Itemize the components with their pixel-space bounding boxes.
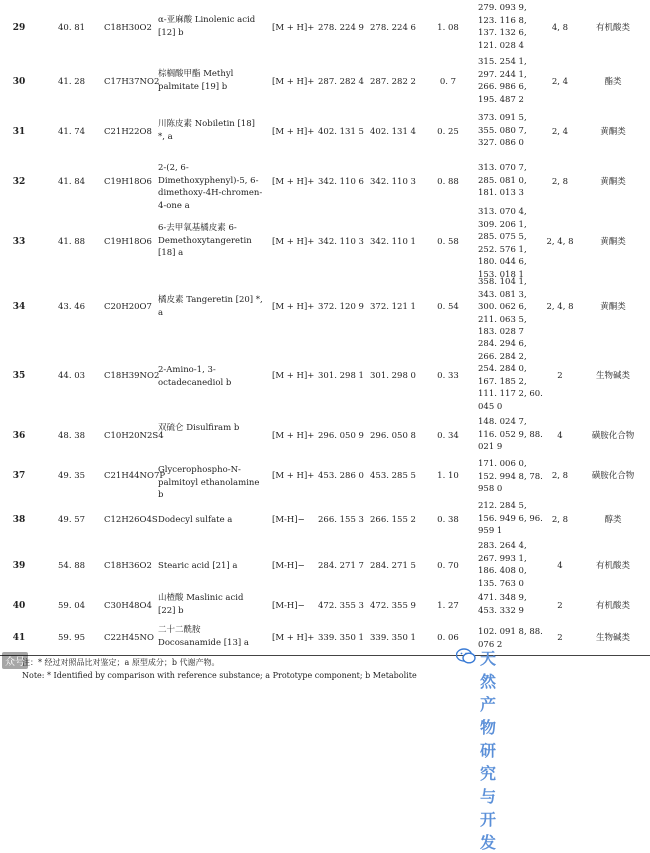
row-number: 33 bbox=[12, 237, 26, 247]
theoretical-mass: 301. 298 1 bbox=[318, 371, 364, 381]
formula: C19H18O6 bbox=[104, 177, 152, 187]
theoretical-mass: 342. 110 3 bbox=[318, 237, 364, 247]
row-number: 29 bbox=[12, 23, 26, 33]
theoretical-mass: 402. 131 5 bbox=[318, 127, 364, 137]
theoretical-mass: 287. 282 4 bbox=[318, 77, 364, 87]
retention-time: 40. 81 bbox=[58, 23, 86, 33]
theoretical-mass: 339. 350 1 bbox=[318, 633, 364, 643]
measured-mass: 287. 282 2 bbox=[370, 77, 416, 87]
retention-time: 59. 04 bbox=[58, 601, 86, 611]
retention-time: 41. 28 bbox=[58, 77, 86, 87]
ion-mode: [M + H]+ bbox=[272, 23, 315, 33]
source: 4 bbox=[557, 561, 563, 571]
source: 4, 8 bbox=[551, 23, 569, 33]
compound-class: 黄酮类 bbox=[600, 302, 626, 312]
source: 2, 4 bbox=[551, 127, 569, 137]
measured-mass: 342. 110 3 bbox=[370, 177, 416, 187]
compound-class: 黄酮类 bbox=[600, 237, 626, 247]
ion-mode: [M + H]+ bbox=[272, 302, 315, 312]
fragment-ions: 358. 104 1, 343. 081 3, 300. 062 6, 211. 063 5, 183. 028 7 bbox=[478, 277, 527, 337]
retention-time: 41. 88 bbox=[58, 237, 86, 247]
source: 2 bbox=[557, 633, 563, 643]
formula: C19H18O6 bbox=[104, 237, 152, 247]
retention-time: 49. 35 bbox=[58, 471, 86, 481]
fragment-ions: 315. 254 1, 297. 244 1, 266. 986 6, 195. 487 2 bbox=[478, 57, 527, 105]
theoretical-mass: 372. 120 9 bbox=[318, 302, 364, 312]
measured-mass: 301. 298 0 bbox=[370, 371, 416, 381]
formula: C22H45NO bbox=[104, 633, 154, 643]
row-number: 34 bbox=[12, 302, 26, 312]
formula: C21H22O8 bbox=[104, 127, 152, 137]
fragment-ions: 313. 070 4, 309. 206 1, 285. 075 5, 252. 576 1, 180. 044 6, 153. 018 1 bbox=[478, 207, 527, 280]
compound-class: 有机酸类 bbox=[595, 23, 630, 33]
row-number: 41 bbox=[12, 633, 26, 643]
mass-error: 0. 25 bbox=[437, 127, 459, 137]
formula: C18H39NO2 bbox=[104, 371, 160, 381]
theoretical-mass: 453. 286 0 bbox=[318, 471, 364, 481]
table-row bbox=[0, 338, 650, 414]
theoretical-mass: 472. 355 3 bbox=[318, 601, 364, 611]
source: 2, 4 bbox=[551, 77, 569, 87]
compound-class: 生物碱类 bbox=[595, 371, 630, 381]
mass-error: 0. 34 bbox=[437, 431, 459, 441]
measured-mass: 278. 224 6 bbox=[370, 23, 416, 33]
compound-class: 有机酸类 bbox=[595, 561, 630, 571]
ion-mode: [M + H]+ bbox=[272, 371, 315, 381]
table-row bbox=[0, 206, 650, 278]
compound-name: 2-Amino-1, 3-octadecanediol b bbox=[158, 365, 232, 388]
fragment-ions: 171. 006 0, 152. 994 8, 78. 958 0 bbox=[478, 459, 543, 494]
mass-error: 0. 38 bbox=[437, 515, 459, 525]
ion-mode: [M-H]− bbox=[272, 601, 305, 611]
row-number: 30 bbox=[12, 77, 26, 87]
table-row bbox=[0, 276, 650, 338]
fragment-ions: 313. 070 7, 285. 081 0, 181. 013 3 bbox=[478, 163, 527, 198]
footnote-cn: 注：* 经过对照品比对鉴定；a 原型成分；b 代谢产物。 bbox=[22, 658, 220, 667]
mass-error: 1. 27 bbox=[437, 601, 459, 611]
table-row bbox=[0, 110, 650, 154]
ion-mode: [M-H]− bbox=[272, 515, 305, 525]
formula: C10H20N2S4 bbox=[104, 431, 164, 441]
compound-class: 生物碱类 bbox=[595, 633, 630, 643]
mass-error: 0. 70 bbox=[437, 561, 459, 571]
formula: C18H30O2 bbox=[104, 23, 152, 33]
watermark-text: 天然产物研究与开发 bbox=[480, 649, 498, 852]
formula: C20H20O7 bbox=[104, 302, 152, 312]
formula: C21H44NO7P bbox=[104, 471, 166, 481]
row-number: 32 bbox=[12, 177, 26, 187]
theoretical-mass: 284. 271 7 bbox=[318, 561, 364, 571]
ion-mode: [M + H]+ bbox=[272, 127, 315, 137]
theoretical-mass: 342. 110 6 bbox=[318, 177, 364, 187]
corner-watermark: 众号 bbox=[2, 652, 28, 669]
row-number: 38 bbox=[12, 515, 26, 525]
compound-name: α-亚麻酸 Linolenic acid [12] b bbox=[158, 15, 256, 38]
measured-mass: 296. 050 8 bbox=[370, 431, 416, 441]
formula: C12H26O4S bbox=[104, 515, 158, 525]
table-bottom-rule bbox=[0, 655, 650, 656]
fragment-ions: 102. 091 8, 88. 076 2 bbox=[478, 627, 543, 650]
row-number: 37 bbox=[12, 471, 26, 481]
table-row bbox=[0, 590, 650, 622]
measured-mass: 472. 355 9 bbox=[370, 601, 416, 611]
formula: C17H37NO2 bbox=[104, 77, 160, 87]
retention-time: 59. 95 bbox=[58, 633, 86, 643]
compound-name: 6-去甲氧基橘皮素 6-Demethoxytangeretin [18] a bbox=[158, 223, 252, 258]
source: 2, 8 bbox=[551, 471, 569, 481]
table-row bbox=[0, 458, 650, 498]
mass-error: 0. 06 bbox=[437, 633, 459, 643]
row-number: 40 bbox=[12, 601, 26, 611]
row-number: 35 bbox=[12, 371, 26, 381]
ion-mode: [M + H]+ bbox=[272, 177, 315, 187]
compound-name: 川陈皮素 Nobiletin [18] *, a bbox=[158, 119, 255, 142]
compound-class: 醇类 bbox=[604, 515, 622, 525]
row-number: 31 bbox=[12, 127, 26, 137]
retention-time: 41. 74 bbox=[58, 127, 86, 137]
measured-mass: 402. 131 4 bbox=[370, 127, 416, 137]
formula: C30H48O4 bbox=[104, 601, 152, 611]
source: 2, 4, 8 bbox=[546, 302, 574, 312]
theoretical-mass: 296. 050 9 bbox=[318, 431, 364, 441]
table-row bbox=[0, 540, 650, 590]
mass-error: 0. 7 bbox=[439, 77, 457, 87]
retention-time: 43. 46 bbox=[58, 302, 86, 312]
fragment-ions: 212. 284 5, 156. 949 6, 96. 959 1 bbox=[478, 501, 543, 536]
measured-mass: 372. 121 1 bbox=[370, 302, 416, 312]
measured-mass: 266. 155 2 bbox=[370, 515, 416, 525]
measured-mass: 453. 285 5 bbox=[370, 471, 416, 481]
compound-class: 磺胺化合物 bbox=[591, 471, 635, 481]
mass-error: 1. 08 bbox=[437, 23, 459, 33]
compound-name: 棕榈酸甲酯 Methyl palmitate [19] b bbox=[158, 69, 234, 92]
compound-class: 有机酸类 bbox=[595, 601, 630, 611]
source: 2 bbox=[557, 601, 563, 611]
compound-name: 橘皮素 Tangeretin [20] *, a bbox=[158, 295, 263, 318]
ion-mode: [M + H]+ bbox=[272, 431, 315, 441]
ion-mode: [M + H]+ bbox=[272, 237, 315, 247]
compound-class: 黄酮类 bbox=[600, 127, 626, 137]
compound-name: Stearic acid [21] a bbox=[158, 561, 238, 571]
ion-mode: [M-H]− bbox=[272, 561, 305, 571]
fragment-ions: 279. 093 9, 123. 116 8, 137. 132 6, 121. 028 4 bbox=[478, 3, 527, 51]
retention-time: 44. 03 bbox=[58, 371, 86, 381]
table-row bbox=[0, 158, 650, 211]
fragment-ions: 471. 348 9, 453. 332 9 bbox=[478, 593, 527, 616]
compound-name: Dodecyl sulfate a bbox=[158, 515, 233, 525]
compound-name: Glycerophospho-N-palmitoyl ethanolamine b bbox=[158, 465, 260, 500]
compound-name: 二十二酰胺 Docosanamide [13] a bbox=[158, 625, 249, 648]
ion-mode: [M + H]+ bbox=[272, 77, 315, 87]
compound-class: 磺胺化合物 bbox=[591, 431, 635, 441]
source: 2, 4, 8 bbox=[546, 237, 574, 247]
source: 4 bbox=[557, 431, 563, 441]
ion-mode: [M + H]+ bbox=[272, 471, 315, 481]
mass-error: 0. 58 bbox=[437, 237, 459, 247]
fragment-ions: 284. 294 6, 266. 284 2, 254. 284 0, 167. 185 2, 111. 117 2, 60. 045 0 bbox=[478, 339, 543, 412]
compound-name: 2-(2, 6-Dimethoxyphenyl)-5, 6-dimethoxy-4H-chromen-4-one a bbox=[158, 163, 263, 211]
formula: C18H36O2 bbox=[104, 561, 152, 571]
footnote-en: Note: * Identified by comparison with reference substance; a Prototype component; b Metabolite bbox=[22, 671, 417, 680]
source: 2, 8 bbox=[551, 515, 569, 525]
mass-error: 0. 33 bbox=[437, 371, 459, 381]
fragment-ions: 373. 091 5, 355. 080 7, 327. 086 0 bbox=[478, 113, 527, 148]
compound-name: 双硫仑 Disulfiram b bbox=[158, 423, 240, 433]
row-number: 36 bbox=[12, 431, 26, 441]
measured-mass: 339. 350 1 bbox=[370, 633, 416, 643]
wechat-logo-icon bbox=[456, 648, 476, 664]
fragment-ions: 148. 024 7, 116. 052 9, 88. 021 9 bbox=[478, 417, 543, 452]
theoretical-mass: 278. 224 9 bbox=[318, 23, 364, 33]
ion-mode: [M + H]+ bbox=[272, 633, 315, 643]
retention-time: 54. 88 bbox=[58, 561, 86, 571]
source: 2 bbox=[557, 371, 563, 381]
mass-error: 0. 88 bbox=[437, 177, 459, 187]
measured-mass: 342. 110 1 bbox=[370, 237, 416, 247]
fragment-ions: 283. 264 4, 267. 993 1, 186. 408 0, 135. 763 0 bbox=[478, 541, 527, 589]
table-row bbox=[0, 56, 650, 108]
retention-time: 41. 84 bbox=[58, 177, 86, 187]
retention-time: 48. 38 bbox=[58, 431, 86, 441]
table-row bbox=[0, 622, 650, 654]
theoretical-mass: 266. 155 3 bbox=[318, 515, 364, 525]
mass-error: 1. 10 bbox=[437, 471, 459, 481]
mass-error: 0. 54 bbox=[437, 302, 459, 312]
table-row bbox=[0, 416, 650, 456]
row-number: 39 bbox=[12, 561, 26, 571]
compound-name: 山楂酸 Maslinic acid [22] b bbox=[158, 593, 244, 616]
compound-class: 黄酮类 bbox=[600, 177, 626, 187]
measured-mass: 284. 271 5 bbox=[370, 561, 416, 571]
source: 2, 8 bbox=[551, 177, 569, 187]
compound-class: 酯类 bbox=[604, 77, 622, 87]
retention-time: 49. 57 bbox=[58, 515, 86, 525]
table-row bbox=[0, 498, 650, 540]
table-row bbox=[0, 2, 650, 54]
